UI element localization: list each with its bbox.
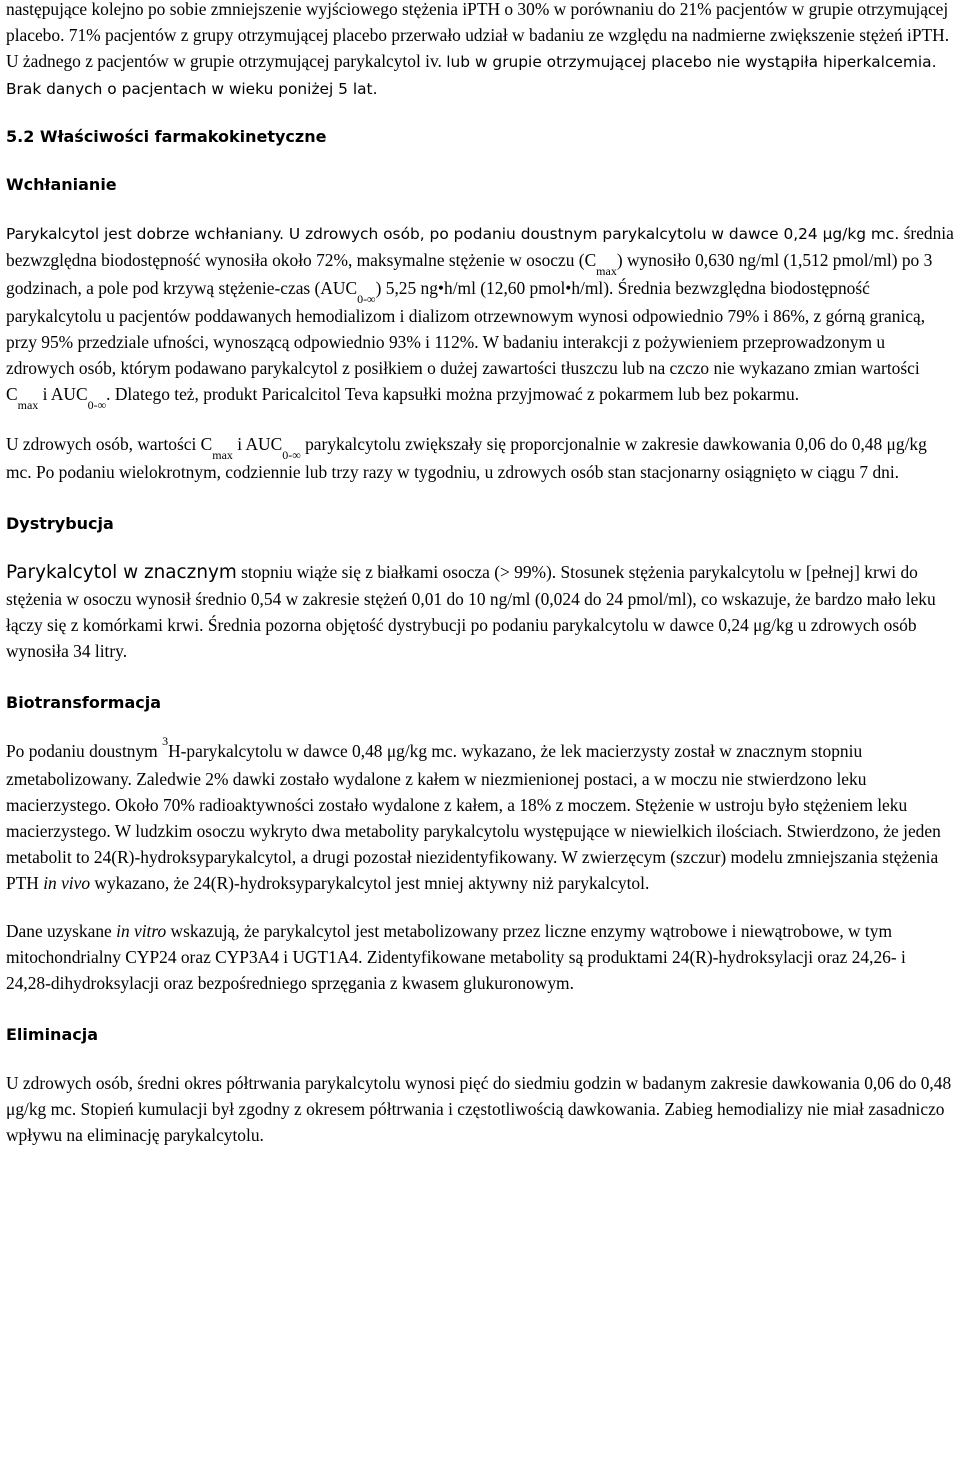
italic-term: in vivo bbox=[43, 873, 91, 893]
text-run: ) 5,25 ng•h/ml (12,60 pmol•h/ml). Średnia bezwzględna biodostępność parykalcytolu u pacjentów poddawanych hemodializom i dializom otrzewnowym wynosi odpowiednio 79% i 86%, z górną granicą, przy 95% przedziale ufności, wynoszącą odpowiednio 93% i 112%. W badaniu interakcji z pożywieniem przeprowadzonym u zdrowych osób, którym podawano parykalcytol z posiłkiem o dużej zawartości tłuszczu lub na czczo nie wykazano zmian wartości C bbox=[6, 278, 926, 404]
subscript: max bbox=[596, 264, 617, 278]
paragraph-absorption bbox=[6, 220, 954, 412]
subscript: max bbox=[212, 448, 233, 462]
text-run: Parykalcytol jest dobrze wchłaniany. U zdrowych osób, po podaniu doustnym parykalcytolu w dawce 0,24 μg/kg mc. bbox=[6, 225, 900, 243]
text-run: lub w grupie otrzymującej placebo nie wystąpiła hiperkalcemia. Brak danych o pacjentach w wieku poniżej 5 lat. bbox=[6, 53, 937, 98]
text-run: H-parykalcytolu w dawce 0,48 μg/kg mc. wykazano, że lek macierzysty został w znacznym stopniu zmetabolizowany. Zaledwie 2% dawki zostało wydalone z kałem w niezmienionej postaci, a w moczu nie stwierdzono leku macierzystego. Około 70% radioaktywności zostało wydalone z kałem, a 18% z moczem. Stężenie w ustroju było stężeniem leku macierzystego. W ludzkim osoczu wykryto dwa metabolity parykalcytolu występujące w niewielkich ilościach. Stwierdzono, że jeden metabolit to 24(R)-hydroksyparykalcytol, a drugi pozostał niezidentyfikowany. W zwierzęcym (szczur) modelu zmniejszania stężenia PTH bbox=[6, 741, 941, 893]
paragraph-dose-proportionality bbox=[6, 431, 954, 485]
text-run: U zdrowych osób, wartości C bbox=[6, 434, 213, 454]
text-run: stopniu wiąże się z białkami osocza (> 99%). Stosunek stężenia parykalcytolu w [pełnej] krwi do stężenia w osoczu wynosił średnio 0,54 w zakresie stężeń 0,01 do 10 ng/ml (0,024 do 24 pmol/ml), co wskazuje, że bardzo mało leku łączy się z komórkami krwi. Średnia pozorna objętość dystrybucji po podaniu parykalcytolu w dawce 0,24 μg/kg u zdrowych osób wynosiła 34 litry. bbox=[6, 562, 936, 661]
paragraph-pediatric-results bbox=[6, 0, 954, 102]
section-title: 5.2 Właściwości farmakokinetyczne bbox=[6, 127, 327, 146]
text-run: Parykalcytol w znacznym bbox=[6, 562, 237, 583]
subscript: 0-∞ bbox=[87, 398, 107, 412]
paragraph-in-vitro bbox=[6, 918, 954, 996]
subscript: 0-∞ bbox=[282, 448, 301, 462]
heading-distribution: Dystrybucja bbox=[6, 514, 114, 533]
heading-elimination: Eliminacja bbox=[6, 1025, 99, 1044]
subscript: 0-∞ bbox=[357, 292, 376, 306]
text-run: Dane uzyskane bbox=[6, 921, 112, 941]
text-run: następujące kolejno po sobie zmniejszenie wyjściowego stężenia iPTH o 30% w porównaniu do 21% pacjentów w grupie otrzymującej placebo. 71% pacjentów z grupy otrzymującej placebo przerwało udział w badaniu ze względu na nadmierne zwiększenie stężeń iPTH. U żadnego z pacjentów w grupie otrzymującej parykalcytol iv. bbox=[6, 0, 950, 71]
text-run: wskazują, że parykalcytol jest metabolizowany przez liczne enzymy wątrobowe i niewątrobowe, w tym mitochondrialny CYP24 oraz CYP3A4 i UGT1A4. Zidentyfikowane metabolity są produktami 24(R)-hydroksylacji oraz 24,26- i 24,28-dihydroksylacji oraz bezpośredniego sprzęgania z kwasem glukuronowym. bbox=[6, 921, 906, 993]
heading-absorption: Wchłanianie bbox=[6, 175, 117, 194]
text-run: . Dlatego też, produkt Paricalcitol Teva kapsułki można przyjmować z pokarmem lub bez pokarmu. bbox=[106, 384, 800, 404]
paragraph-distribution bbox=[6, 559, 954, 664]
superscript: 3 bbox=[162, 734, 169, 748]
text-run: parykalcytolu zwiększały się proporcjonalnie w zakresie dawkowania 0,06 do 0,48 μg/kg mc. Po podaniu wielokrotnym, codziennie lub trzy razy w tygodniu, u zdrowych osób stan stacjonarny osiągnięto w ciągu 7 dni. bbox=[6, 434, 927, 482]
text-run: i AUC bbox=[38, 384, 88, 404]
text-run: wykazano, że 24(R)-hydroksyparykalcytol jest mniej aktywny niż parykalcytol. bbox=[94, 873, 650, 893]
text-run: ) wynosiło 0,630 ng/ml (1,512 pmol/ml) po 3 godzinach, a pole pod krzywą stężenie-czas (AUC bbox=[6, 250, 933, 298]
italic-term: in vitro bbox=[116, 921, 167, 941]
subscript: max bbox=[17, 398, 39, 412]
paragraph-biotransformation bbox=[6, 734, 954, 896]
text-run: średnia bezwzględna biodostępność wynosiła około 72%, maksymalne stężenie w osoczu (C bbox=[6, 223, 954, 270]
heading-biotransformation: Biotransformacja bbox=[6, 693, 161, 712]
text-run: i AUC bbox=[232, 434, 283, 454]
paragraph-elimination: U zdrowych osób, średni okres półtrwania parykalcytolu wynosi pięć do siedmiu godzin w badanym zakresie dawkowania 0,06 do 0,48 μg/kg mc. Stopień kumulacji był zgodny z okresem półtrwania i częstotliwością dawkowania. Zabieg hemodializy nie miał zasadniczo wpływu na eliminację parykalcytolu. bbox=[6, 1073, 952, 1145]
text-run: Po podaniu doustnym bbox=[6, 741, 158, 761]
